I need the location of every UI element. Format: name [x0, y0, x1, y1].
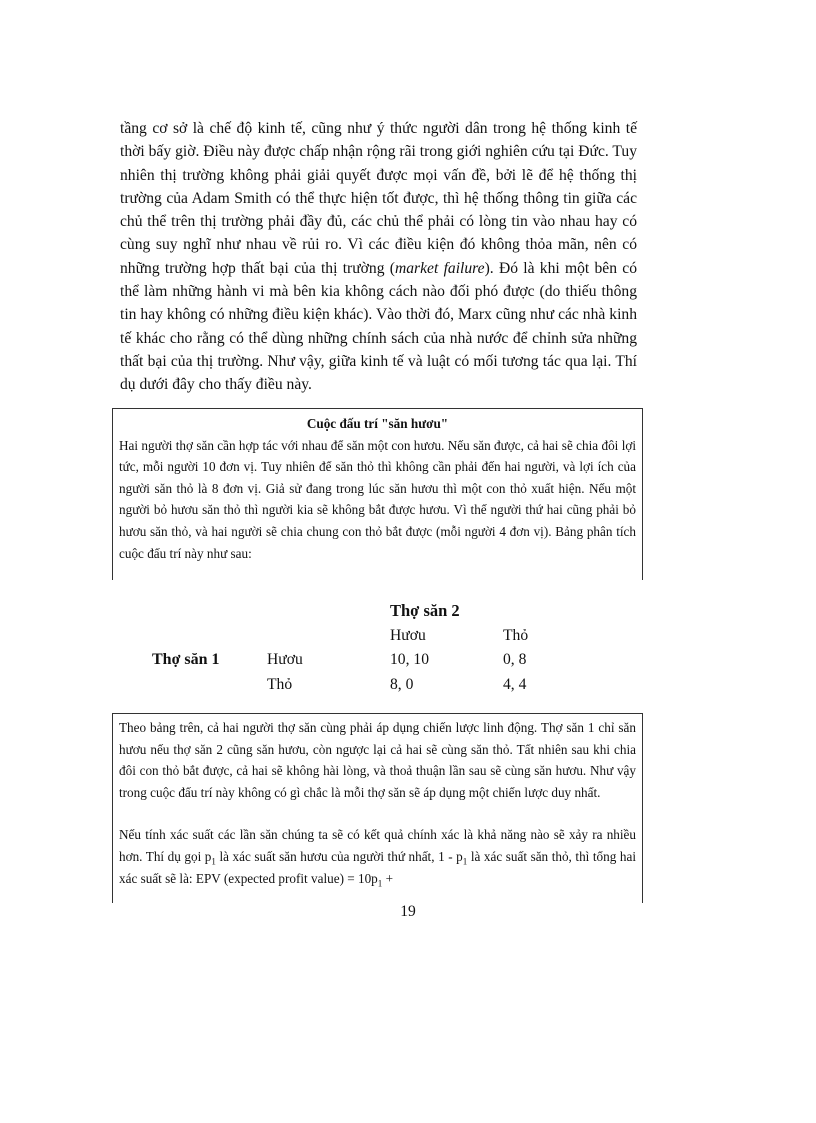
italic-term: market failure — [395, 259, 485, 277]
col-header-deer: Hươu — [390, 627, 426, 644]
box-title: Cuộc đấu trí "săn hươu" — [306, 416, 449, 431]
page-number: 19 — [400, 903, 416, 920]
analysis-paragraph-1: Theo bảng trên, cả hai người thợ săn cùng phải áp dụng chiến lược linh động. Thợ săn 1 chỉ săn hươu nếu thợ săn 2 cũng săn hươu, còn ngược lại cả hai sẽ cùng săn thỏ. Tất nhiên sau khi chia đôi con thỏ bắt được, cả hai sẽ không hài lòng, và thoả thuận lần sau sẽ cùng săn hươu. Như vậy trong cuộc đấu trí này không có gì chắc là mỗi thợ săn sẽ áp dụng một chiến lược duy nhất. — [119, 720, 636, 800]
main-paragraph: tầng cơ sở là chế độ kinh tế, cũng như ý thức người dân trong hệ thống kinh tế thời bấy giờ. Điều này được chấp nhận rộng rãi trong giới nghiên cứu tại Đức. Tuy nhiên thị trường không phải giải quyết được mọi vấn đề, bởi lẽ để hệ thống thị trường của Adam Smith có thể thực hiện tốt được, thì hệ thống thông tin giữa các chủ thể trên thị trường phải đầy đủ, các chủ thể phải có lòng tin vào nhau hay có cùng suy nghĩ như nhau về rủi ro. Vì các điều kiện đó không thỏa mãn, nên có những trường hợp thất bại của thị trường (market failure). Đó là khi một bên có thể làm những hành vi mà bên kia không cách nào đối phó được (do thiếu thông tin hay không có những điều kiện khác). Vào thời đó, Marx cũng như các nhà kinh tế khác cho rằng có thể dùng những chính sách của nhà nước để chỉnh sửa những thất bại của thị trường. Như vậy, giữa kinh tế và luật có mối tương tác qua lại. Thí dụ dưới đây cho thấy điều này. — [120, 120, 638, 394]
box-body: Hai người thợ săn cần hợp tác với nhau để săn một con hươu. Nếu săn được, cả hai sẽ chia đôi lợi tức, mỗi người 10 đơn vị. Tuy nhiên để săn thỏ thì không cần phải đến hai người, và lợi ích của người săn thỏ là 8 đơn vị. Giả sử đang trong lúc săn hươu thì một con thỏ xuất hiện. Nếu một người bỏ hươu săn thỏ thì người kia sẽ không bắt được hươu. Vì thế người thứ hai cũng phải bỏ hươu săn thỏ, và hai người sẽ chia chung con thỏ bắt được (mỗi người 4 đơn vị). Bảng phân tích cuộc đấu trí này như sau: — [119, 437, 636, 561]
cell-rabbit-rabbit: 4, 4 — [503, 676, 527, 693]
player1-label: Thợ săn 1 — [152, 651, 220, 668]
player2-label: Thợ săn 2 — [390, 601, 460, 620]
cell-rabbit-deer: 8, 0 — [390, 676, 414, 693]
col-header-rabbit: Thỏ — [503, 627, 529, 644]
body-text — [120, 117, 637, 397]
analysis-box — [112, 713, 643, 903]
cell-deer-rabbit: 0, 8 — [503, 651, 527, 668]
row-header-deer: Hươu — [267, 651, 303, 668]
example-box — [112, 408, 643, 580]
payoff-table — [150, 601, 550, 701]
cell-deer-deer: 10, 10 — [390, 651, 429, 668]
row-header-rabbit: Thỏ — [267, 676, 293, 693]
analysis-paragraph-2: Nếu tính xác suất các lần săn chúng ta sẽ có kết quả chính xác là khả năng nào sẽ xảy ra nhiều hơn. Thí dụ gọi $p_1$ là xác suất săn hươu của người thứ nhất, $1 - p_1$ là xác suất săn thỏ, thì tổng hai xác suất sẽ là: EPV (expected profit value) = $10p_1$ + — [119, 827, 636, 889]
